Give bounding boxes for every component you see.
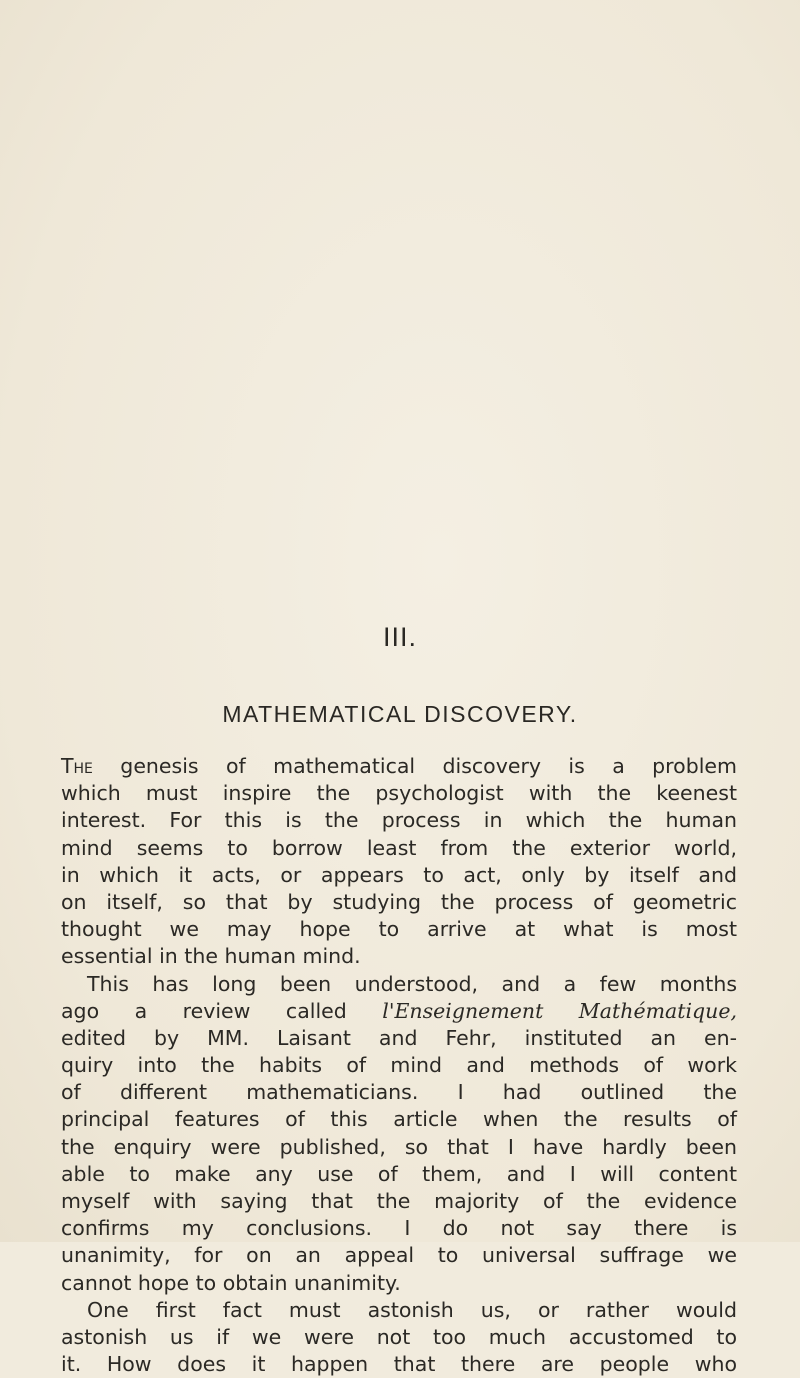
text-line: cannot hope to obtain unanimity. [61,1270,401,1295]
text-line: able to make any use of them, and I will content [61,1161,737,1186]
review-title: l'Enseignement Mathématique, [382,998,737,1023]
text-line: mind seems to borrow least from the exterior world, [61,835,737,860]
chapter-title: MATHEMATICAL DISCOVERY. [222,701,578,727]
text-line: One first fact must astonish us, or rather would [87,1297,737,1322]
text-line: confirms my conclusions. I do not say there is [61,1216,737,1241]
text-line: it. How does it happen that there are people who [61,1352,737,1377]
text-line: edited by MM. Laisant and Fehr, instituted an en- [61,1025,737,1050]
text-line: in which it acts, or appears to act, only by itself and [61,862,737,887]
text-line: the enquiry were published, so that I have hardly been [61,1134,737,1159]
lead-word: The [61,754,93,778]
text-line: of different mathematicians. I had outlined the [61,1080,737,1105]
text-line: ago a review called l'Enseignement Mathématique, [61,998,737,1023]
text-line: The genesis of mathematical discovery is a problem [61,754,737,778]
text-line: astonish us if we were not too much accustomed to [61,1324,737,1349]
text-line: essential in the human mind. [61,944,361,969]
text-line: thought we may hope to arrive at what is most [61,917,737,942]
text-line: which must inspire the psychologist with the keenest [61,781,737,806]
chapter-number: III. [382,622,417,652]
text-line: This has long been understood, and a few months [87,971,737,996]
text-line: unanimity, for on an appeal to universal suffrage we [61,1243,737,1268]
text-line: myself with saying that the majority of the evidence [61,1189,737,1213]
body-text [61,753,737,1378]
text-line: principal features of this article when the results of [61,1107,737,1132]
text-line: interest. For this is the process in which the human [61,808,737,833]
text-line: on itself, so that by studying the process of geometric [61,889,737,914]
text-line: quiry into the habits of mind and methods of work [61,1053,737,1078]
